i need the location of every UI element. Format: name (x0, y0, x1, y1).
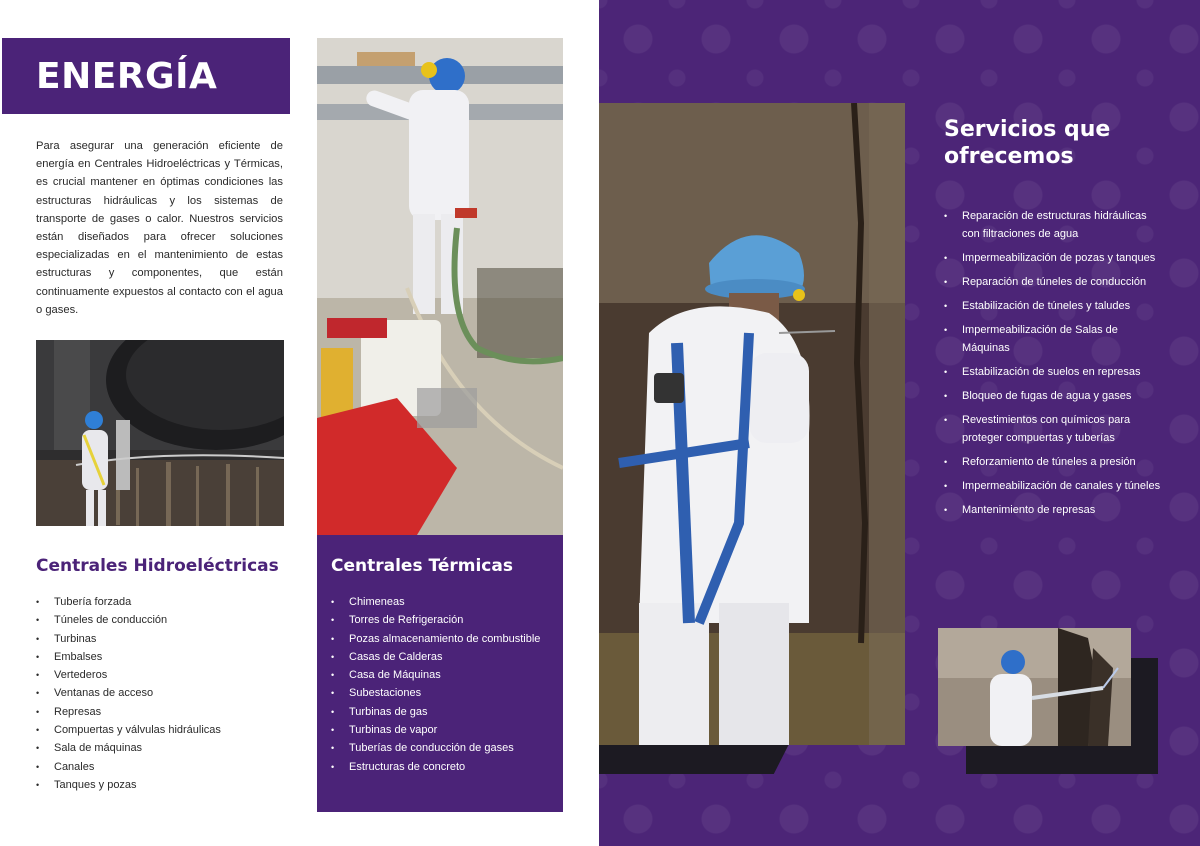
services-title-line: ofrecemos (944, 144, 1074, 169)
list-item: • Torres de Refrigeración (331, 611, 540, 629)
list-item: • Casa de Máquinas (331, 666, 540, 684)
list-item: • Tuberías de conducción de gases (331, 739, 540, 757)
list-item: • Compuertas y válvulas hidráulicas (36, 721, 221, 739)
list-item: • Embalses (36, 648, 221, 666)
list-item: • Vertederos (36, 666, 221, 684)
intro-paragraph: Para asegurar una generación eficiente de energía en Centrales Hidroeléctricas y Térmicas, es crucial mantener en óptimas condiciones las estructuras hidráulicas y los sistemas de transporte de gases o calor. Nuestros servicios están diseñados para ofrecer soluciones especializadas en el mantenimiento de estas estructuras y componentes, que están continuamente expuestos al contacto con el agua o gases. (36, 140, 283, 316)
list-item: • Canales (36, 758, 221, 776)
list-item: • Estructuras de concreto (331, 758, 540, 776)
hydro-section-title: Centrales Hidroeléctricas (36, 556, 279, 576)
list-item: • Impermeabilización de pozas y tanques (944, 249, 1164, 267)
hydro-list (36, 593, 221, 794)
thermal-list (331, 593, 540, 776)
page-title: ENERGÍA (2, 38, 290, 114)
list-item: • Bloqueo de fugas de agua y gases (944, 387, 1164, 405)
list-item: • Impermeabilización de canales y túneles (944, 477, 1164, 495)
thermal-section-title: Centrales Térmicas (331, 556, 513, 576)
list-item: • Mantenimiento de represas (944, 501, 1164, 519)
list-item: • Subestaciones (331, 684, 540, 702)
list-item: • Revestimientos con químicos para proteger compuertas y tuberías (944, 411, 1164, 447)
list-item: • Turbinas (36, 630, 221, 648)
list-item: • Turbinas de gas (331, 703, 540, 721)
list-item: • Reforzamiento de túneles a presión (944, 453, 1164, 471)
list-item: • Túneles de conducción (36, 611, 221, 629)
services-title-line: Servicios que (944, 117, 1111, 142)
photo-worker-drilling-tunnel (599, 103, 905, 745)
services-list (944, 207, 1164, 525)
decorative-dark-bar (599, 744, 789, 774)
list-item: • Chimeneas (331, 593, 540, 611)
list-item: • Impermeabilización de Salas de Máquinas (944, 321, 1164, 357)
list-item: • Sala de máquinas (36, 739, 221, 757)
list-item: • Ventanas de acceso (36, 684, 221, 702)
list-item: • Tubería forzada (36, 593, 221, 611)
list-item: • Casas de Calderas (331, 648, 540, 666)
list-item: • Estabilización de túneles y taludes (944, 297, 1164, 315)
list-item: • Tanques y pozas (36, 776, 221, 794)
photo-worker-injecting-wall (317, 38, 563, 535)
list-item: • Represas (36, 703, 221, 721)
photo-worker-spraying (938, 628, 1131, 746)
list-item: • Turbinas de vapor (331, 721, 540, 739)
list-item: • Pozas almacenamiento de combustible (331, 630, 540, 648)
list-item: • Reparación de estructuras hidráulicas con filtraciones de agua (944, 207, 1164, 243)
list-item: • Reparación de túneles de conducción (944, 273, 1164, 291)
photo-worker-in-penstock (36, 340, 284, 526)
services-title (944, 116, 1110, 170)
list-item: • Estabilización de suelos en represas (944, 363, 1164, 381)
